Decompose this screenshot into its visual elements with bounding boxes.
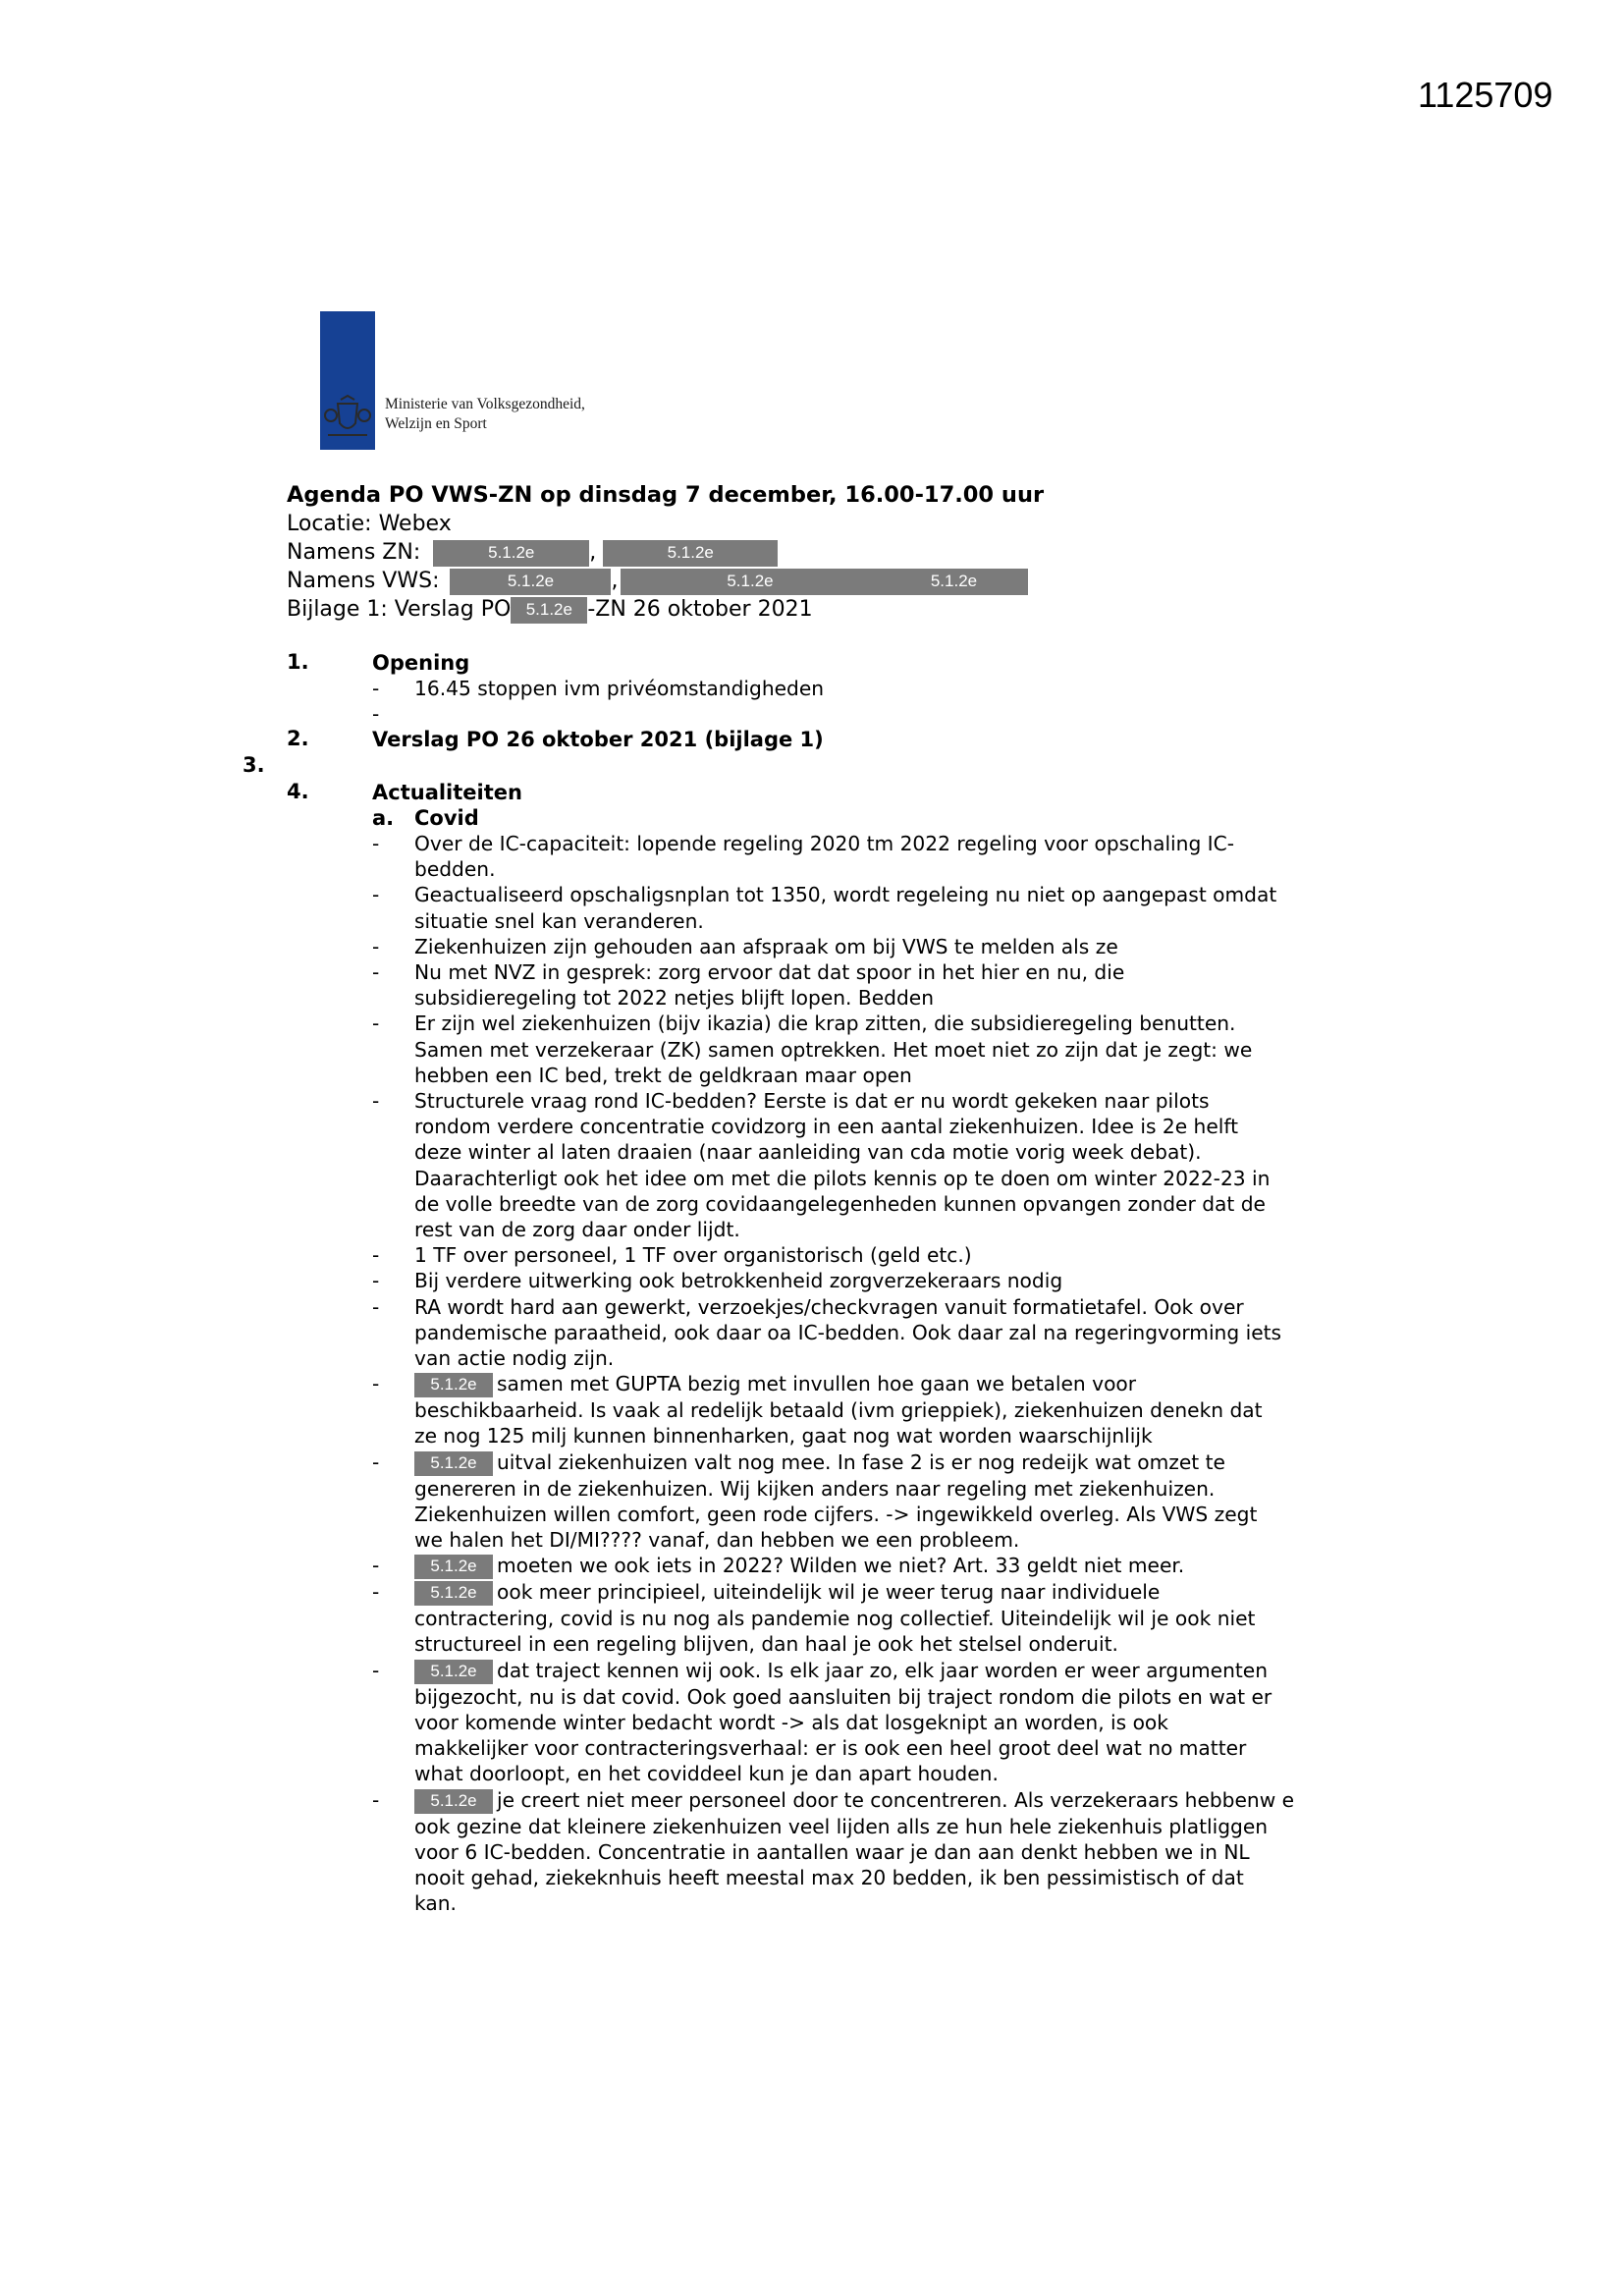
item-2-title: Verslag PO 26 oktober 2021 (bijlage 1) — [372, 728, 824, 751]
item-4-title: Actualiteiten — [372, 781, 522, 804]
redaction-box: 5.1.2e — [414, 1373, 493, 1397]
redaction-box: 5.1.2e — [511, 597, 587, 624]
list-item — [372, 1088, 1354, 1242]
item-4-number: 4. — [287, 780, 309, 803]
dash: - — [372, 1449, 380, 1474]
list-item-text: 1 TF over personeel, 1 TF over organistorisch (geld etc.) — [414, 1243, 972, 1268]
ministry-line-2: Welzijn en Sport — [385, 415, 487, 432]
list-item-text: moeten we ook iets in 2022? Wilden we niet? Art. 33 geldt niet meer. — [497, 1554, 1185, 1578]
redaction-box: 5.1.2e — [603, 540, 778, 567]
list-item-text: je creert niet meer personeel door te concentreren. Als verzekeraars hebbenw e ook gezine dat kleinere ziekenhuizen veel lijden alls ze hun hele ziekenhuis platliggen voor 6 IC-bedden. Concentratie in aantallen waar je dan aan denkt hebben we in NL nooit gehad, ziekeknhuis heeft meestal max 20 bedden, ik ben pessimistisch of dat kan. — [414, 1787, 1295, 1916]
dash: - — [372, 1554, 380, 1578]
list-item — [372, 959, 1354, 1011]
opening-item-text: 16.45 stoppen ivm privéomstandigheden — [414, 677, 825, 700]
list-item — [372, 1787, 1354, 1917]
redaction-box: 5.1.2e — [879, 569, 1028, 595]
separator-comma: , — [611, 569, 619, 593]
document-number: 1125709 — [1418, 75, 1553, 115]
dash: - — [372, 883, 380, 907]
list-item — [372, 1579, 1354, 1657]
list-item-text: Geactualiseerd opschaligsnplan tot 1350, wordt regeleing nu niet op aangepast omdat situatie snel kan veranderen. — [414, 883, 1277, 933]
dash: - — [372, 1787, 380, 1812]
zn-attendees-line — [287, 538, 1044, 567]
item-1-number: 1. — [287, 650, 309, 674]
list-item-text: Over de IC-capaciteit: lopende regeling 2020 tm 2022 regeling voor opschaling IC- bedden. — [414, 832, 1235, 882]
agenda-header — [287, 481, 1044, 624]
sub-title: Covid — [414, 806, 479, 830]
list-item — [372, 1553, 1354, 1579]
annex-suffix: -ZN 26 oktober 2021 — [587, 597, 813, 622]
coat-of-arms-icon — [323, 394, 372, 441]
list-item-text: samen met GUPTA bezig met invullen hoe gaan we betalen voor beschikbaarheid. Is vaak al redelijk betaald (ivm grieppiek), ziekenhuizen denekn dat ze nog 125 milj kunnen binnenharken, gaat nog wat worden waarschijnlijk — [414, 1372, 1263, 1449]
sub-letter: a. — [372, 806, 395, 830]
list-item-text: Structurele vraag rond IC-bedden? Eerste is dat er nu wordt gekeken naar pilots rondom verdere concentratie covidzorg in een aantal ziekenhuizen. Idee is 2e helft deze winter al laten draaien (naar aanleiding van cda motie vorig week debat). Daarachterligt ook het idee om met die pilots kennis op te doen om winter 2022-23 in de volle breedte van de zorg covidaangelegenheden kunnen opvangen zonder dat de rest van de zorg daar onder lijdt. — [414, 1089, 1271, 1242]
dash: - — [372, 1372, 380, 1396]
redaction-box: 5.1.2e — [414, 1660, 493, 1684]
agenda-title: Agenda PO VWS-ZN op dinsdag 7 december, 16.00-17.00 uur — [287, 482, 1045, 508]
list-item-text: RA wordt hard aan gewerkt, verzoekjes/checkvragen vanuit formatietafel. Ook over pandemische paraatheid, ook daar oa IC-bedden. Ook daar zal na regeringvorming iets van actie nodig zijn. — [414, 1294, 1282, 1371]
list-item-text: Ziekenhuizen zijn gehouden aan afspraak om bij VWS te melden als ze — [414, 934, 1118, 958]
list-item — [372, 1268, 1354, 1293]
dash: - — [372, 1658, 380, 1682]
list-item-text: Bij verdere uitwerking ook betrokkenheid zorgverzekeraars nodig — [414, 1269, 1063, 1293]
item-1-title: Opening — [372, 651, 470, 675]
dash: - — [372, 832, 380, 855]
covid-subheading — [372, 805, 479, 831]
dash: - — [372, 1580, 380, 1605]
dash: - — [372, 1243, 380, 1268]
opening-item — [372, 676, 824, 701]
separator-comma: , — [589, 540, 597, 565]
ministry-name — [385, 395, 585, 434]
list-item-text: dat traject kennen wij ook. Is elk jaar zo, elk jaar worden er weer argumenten bijgezocht, nu is dat covid. Ook goed aansluiten bij traject rondom die pilots en wat er voor komende winter bedacht wordt -> als dat losgeknipt an worden, is ook makkelijker voor contracteringsverhaal: er is ook een heel groot deel wat no matter what doorloopt, en het coviddeel kun je dan apart houden. — [414, 1658, 1272, 1786]
opening-item — [372, 701, 379, 727]
annex-prefix: Bijlage 1: Verslag PO — [287, 597, 512, 622]
item-3-number: 3. — [243, 753, 265, 777]
vws-label: Namens VWS: — [287, 569, 440, 593]
list-item — [372, 1242, 1354, 1268]
vws-attendees-line — [287, 567, 1044, 595]
list-item — [372, 1449, 1354, 1554]
location-line: Locatie: Webex — [287, 512, 452, 536]
redaction-box: 5.1.2e — [621, 569, 879, 595]
list-item-text: Er zijn wel ziekenhuizen (bijv ikazia) die krap zitten, die subsidieregeling benutten. Samen met verzekeraar (ZK) samen optrekken. Het moet niet zo zijn dat je zegt: we hebben een IC bed, trekt de geldkraan maar open — [414, 1011, 1253, 1087]
list-item-text: ook meer principieel, uiteindelijk wil je weer terug naar individuele contractering, covid is nu nog als pandemie nog collectief. Uiteindelijk wil je ook niet structureel in een regeling blijven, dan haal je ook het stelsel onderuit. — [414, 1580, 1256, 1657]
list-item — [372, 831, 1354, 882]
redaction-box: 5.1.2e — [414, 1555, 493, 1579]
redaction-box: 5.1.2e — [414, 1451, 493, 1476]
zn-label: Namens ZN: — [287, 540, 421, 565]
redaction-box: 5.1.2e — [414, 1789, 493, 1814]
dash: - — [372, 1089, 380, 1114]
ministry-line-1: Ministerie van Volksgezondheid, — [385, 396, 585, 412]
list-item — [372, 934, 1354, 959]
redaction-box: 5.1.2e — [433, 540, 589, 567]
covid-bullet-list — [372, 831, 1354, 1916]
dash: - — [372, 934, 380, 958]
list-item — [372, 1658, 1354, 1787]
list-item-text: uitval ziekenhuizen valt nog mee. In fase 2 is er nog redeijk wat omzet te genereren in de ziekenhuizen. Wij kijken anders naar regeling met ziekenhuizen. Ziekenhuizen willen comfort, geen rode cijfers. -> ingewikkeld overleg. Als VWS zegt we halen het DI/MI???? vanaf, dan hebben we een probleem. — [414, 1449, 1258, 1553]
item-2-number: 2. — [287, 727, 309, 750]
dash: - — [372, 677, 380, 700]
list-item — [372, 882, 1354, 933]
list-item — [372, 1294, 1354, 1372]
dash: - — [372, 960, 380, 985]
redaction-box: 5.1.2e — [414, 1581, 493, 1606]
dash: - — [372, 702, 380, 726]
dash: - — [372, 1011, 380, 1036]
list-item-text: Nu met NVZ in gesprek: zorg ervoor dat dat spoor in het hier en nu, die subsidieregeling tot 2022 netjes blijft lopen. Bedden — [414, 960, 1125, 1011]
list-item — [372, 1011, 1354, 1088]
dash: - — [372, 1294, 380, 1319]
list-item — [372, 1371, 1354, 1449]
dash: - — [372, 1269, 380, 1293]
annex-line — [287, 595, 1044, 624]
redaction-box: 5.1.2e — [450, 569, 611, 595]
